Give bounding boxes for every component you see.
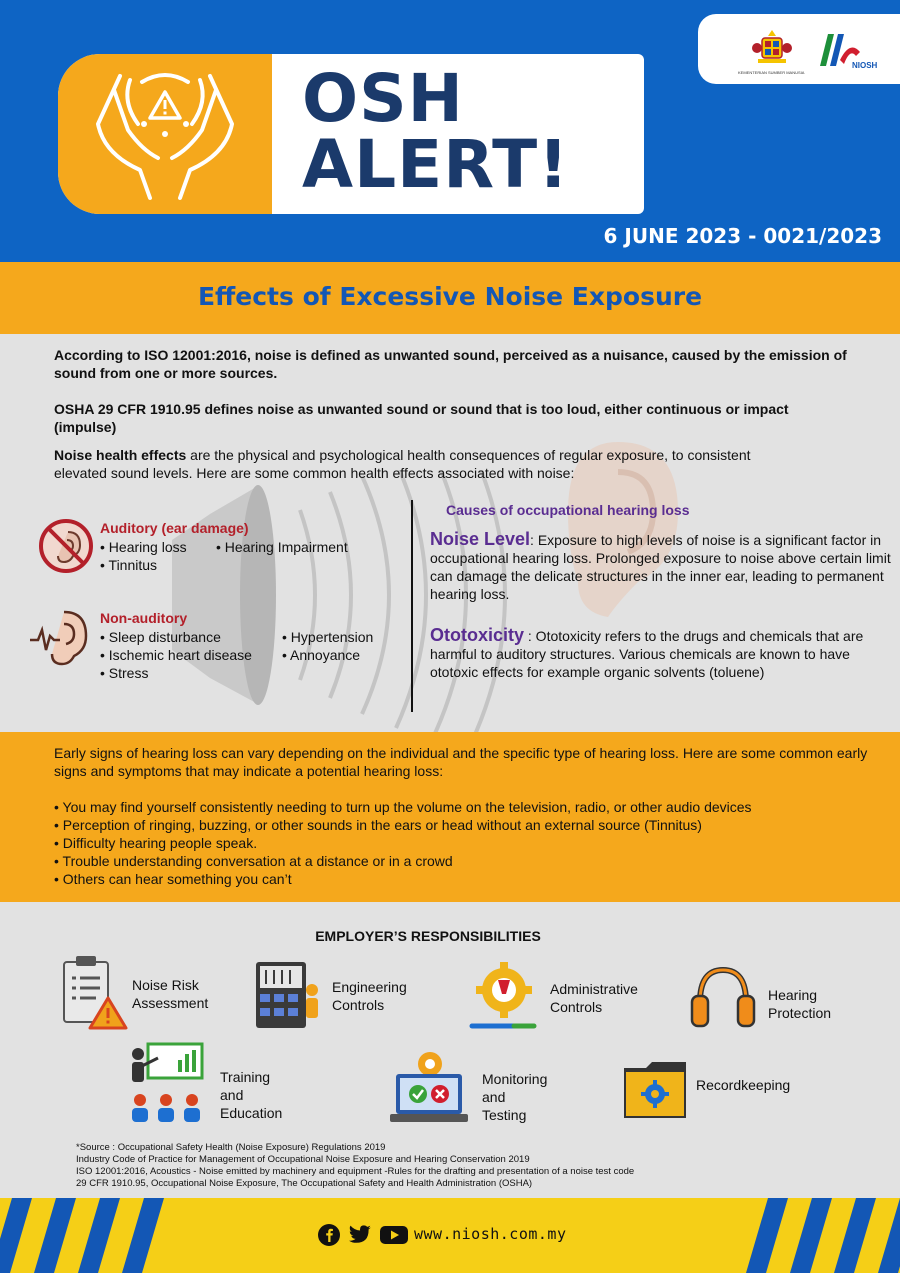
effect-item: • Hearing loss: [100, 539, 187, 555]
column-divider: [411, 500, 413, 712]
section-title: Effects of Excessive Noise Exposure: [197, 282, 703, 311]
title-line-1: OSH: [302, 60, 464, 137]
effect-item: • Ischemic heart disease: [100, 647, 252, 663]
early-signs-list: [54, 798, 894, 888]
list-item: • Perception of ringing, buzzing, or other sounds in the ears or head without an external source (Tinnitus): [54, 817, 702, 833]
iso-definition: According to ISO 12001:2016, noise is defined as unwanted sound, perceived as a nuisance, caused by the emission of sound from one or more sources.: [54, 347, 847, 381]
earmuffs-icon: [690, 966, 756, 1028]
resp-label: Training and Education: [220, 1069, 283, 1121]
health-effects-intro: [54, 446, 754, 482]
social-links: [318, 1224, 408, 1246]
list-item: • Trouble understanding conversation at a distance or in a crowd: [54, 853, 453, 869]
website-link[interactable]: www.niosh.com.my: [414, 1225, 567, 1243]
resp-label: Noise Risk Assessment: [132, 977, 209, 1011]
presentation-icon: [128, 1042, 204, 1124]
protective-hands-icon: [58, 54, 272, 214]
early-signs-intro: Early signs of hearing loss can vary depending on the individual and the specific type of hearing loss. Here are some common early signs and symptoms that may indicate a potential hearing loss:: [54, 745, 868, 779]
malaysia-crest-icon: [750, 28, 794, 68]
sources: [76, 1142, 634, 1190]
effect-item: • Sleep disturbance: [100, 629, 221, 645]
employer-section: [0, 902, 900, 1198]
header: [0, 0, 900, 262]
source-line: 29 CFR 1910.95, Occupational Noise Exposure, The Occupational Safety and Health Administration (OSHA): [76, 1178, 533, 1189]
ear-pulse-icon: [28, 606, 92, 668]
ototoxicity-term: Ototoxicity: [430, 625, 525, 645]
cause-noise-level: [430, 530, 898, 603]
source-line: Industry Code of Practice for Management of Occupational Noise Exposure and Hearing Conservation 2019: [76, 1154, 530, 1165]
noise-level-term: Noise Level: [430, 529, 531, 549]
gear-tools-icon: [468, 960, 540, 1032]
crest-caption: KEMENTERIAN SUMBER MANUSIA: [738, 70, 805, 75]
niosh-logo-text: NIOSH: [852, 61, 878, 70]
no-ear-icon: [38, 518, 94, 574]
facebook-icon[interactable]: [318, 1224, 340, 1246]
folder-gear-icon: [622, 1060, 688, 1120]
osha-definition: OSHA 29 CFR 1910.95 defines noise as unwanted sound or sound that is too loud, either continuous or impact (impulse): [54, 401, 789, 435]
cause-ototoxicity: [430, 626, 898, 681]
title-card: [58, 54, 644, 214]
nonauditory-title: Non-auditory: [100, 610, 188, 626]
source-line: ISO 12001:2016, Acoustics - Noise emitted by machinery and equipment -Rules for the drafting and presentation of a noise test code: [76, 1166, 635, 1177]
list-item: • Others can hear something you can’t: [54, 871, 292, 887]
control-panel-icon: [254, 960, 324, 1030]
resp-label: Recordkeeping: [696, 1077, 791, 1093]
health-effects-text: are the physical and psychological health consequences of regular exposure, to consistent elevated sound levels. Here are some common health effects associated with noise:: [54, 447, 751, 481]
title-line-2: ALERT!: [302, 126, 570, 203]
laptop-check-icon: [390, 1048, 468, 1124]
youtube-icon[interactable]: [380, 1224, 408, 1246]
effect-item: • Hypertension: [282, 629, 374, 645]
causes-title: Causes of occupational hearing loss: [446, 502, 690, 518]
date-reference: 6 JUNE 2023 - 0021/2023: [603, 224, 882, 248]
hazard-stripes-left: [0, 1198, 170, 1273]
logo-box: [698, 14, 900, 84]
footer: [0, 1198, 900, 1273]
effect-item: • Tinnitus: [100, 557, 158, 573]
auditory-title: Auditory (ear damage): [100, 520, 249, 536]
noise-level-text: : Exposure to high levels of noise is a significant factor in occupational hearing loss. Prolonged exposure to noise above certain limit can damage the delicate structures in the inner ear, leading to permanent hearing loss.: [430, 532, 891, 602]
resp-label: Administrative Controls: [550, 981, 638, 1015]
early-signs-section: [0, 732, 900, 902]
niosh-logo: [816, 30, 880, 70]
hazard-stripes-right: [740, 1198, 900, 1273]
source-line: *Source : Occupational Safety Health (Noise Exposure) Regulations 2019: [76, 1142, 386, 1153]
resp-label: Engineering Controls: [332, 979, 407, 1013]
main-section: [0, 334, 900, 732]
health-effects-term: Noise health effects: [54, 447, 187, 463]
title-yellow-panel: [58, 54, 272, 214]
list-item: • Difficulty hearing people speak.: [54, 835, 258, 851]
employer-title: EMPLOYER’S RESPONSIBILITIES: [315, 928, 541, 944]
resp-label: Monitoring and Testing: [482, 1071, 548, 1123]
resp-label: Hearing Protection: [768, 987, 832, 1021]
title-band: [0, 262, 900, 334]
ototoxicity-text: : Ototoxicity refers to the drugs and chemicals that are harmful to auditory structures. Various chemicals are known to have ototoxic effects for example organic solvents (toluene): [430, 628, 864, 680]
list-item: • You may find yourself consistently needing to turn up the volume on the television, radio, or other audio devices: [54, 799, 752, 815]
page-title: [302, 60, 570, 203]
effect-item: • Annoyance: [282, 647, 361, 663]
effect-item: • Stress: [100, 665, 149, 681]
clipboard-warning-icon: [60, 954, 130, 1030]
effect-item: • Hearing Impairment: [216, 539, 348, 555]
twitter-icon[interactable]: [348, 1224, 372, 1246]
